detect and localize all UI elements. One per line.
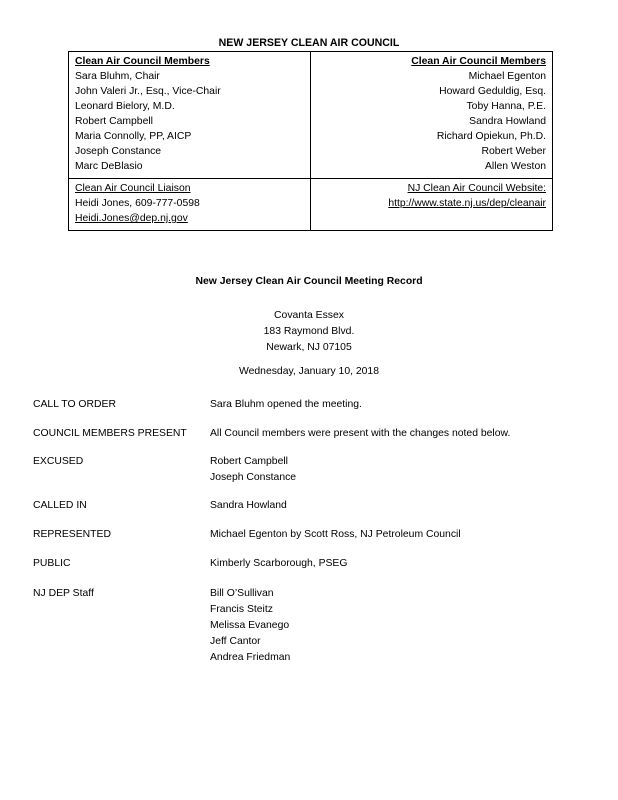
liaison-heading: Clean Air Council Liaison — [75, 183, 191, 194]
liaison-email-link[interactable]: Heidi.Jones@dep.nj.gov — [75, 213, 188, 224]
liaison-name-phone: Heidi Jones, 609-777-0598 — [75, 198, 200, 209]
liaison-row — [69, 179, 553, 231]
value-line: Sara Bluhm opened the meeting. — [210, 399, 362, 410]
row-label: PUBLIC — [33, 558, 71, 569]
location-line: 183 Raymond Blvd. — [263, 326, 355, 337]
liaison-cell — [69, 179, 311, 231]
row-label: REPRESENTED — [33, 529, 111, 540]
member-name: Joseph Constance — [75, 146, 162, 157]
member-name: Robert Weber — [481, 146, 546, 157]
value-line: Bill O’Sullivan — [210, 588, 274, 599]
members-row — [69, 52, 553, 179]
row-value — [210, 397, 362, 413]
row-value — [210, 498, 287, 514]
value-line: Sandra Howland — [210, 500, 287, 511]
value-line: Kimberly Scarborough, PSEG — [210, 558, 348, 569]
members-right-cell — [311, 52, 553, 179]
member-name: Allen Weston — [484, 161, 546, 172]
row-value — [210, 586, 290, 666]
member-name: Howard Geduldig, Esq. — [439, 86, 546, 97]
document-title: NEW JERSEY CLEAN AIR COUNCIL — [218, 37, 400, 49]
meeting-location — [0, 308, 618, 356]
row-label: COUNCIL MEMBERS PRESENT — [33, 428, 187, 439]
member-name: Michael Egenton — [468, 71, 546, 82]
row-value — [210, 426, 510, 442]
value-line: Francis Steitz — [210, 604, 273, 615]
location-line: Newark, NJ 07105 — [266, 342, 352, 353]
meeting-record-title: New Jersey Clean Air Council Meeting Record — [195, 276, 423, 287]
left-members-heading: Clean Air Council Members — [75, 56, 210, 67]
member-name: Sandra Howland — [469, 116, 546, 127]
council-members-table — [68, 51, 553, 231]
member-name: John Valeri Jr., Esq., Vice-Chair — [75, 86, 221, 97]
right-members-heading: Clean Air Council Members — [411, 56, 546, 67]
member-name: Leonard Bielory, M.D. — [75, 101, 175, 112]
row-label: NJ DEP Staff — [33, 588, 94, 599]
row-value — [210, 556, 347, 572]
value-line: Jeff Cantor — [210, 636, 261, 647]
location-line: Covanta Essex — [274, 310, 344, 321]
members-left-cell — [69, 52, 311, 179]
row-label: CALL TO ORDER — [33, 399, 116, 410]
value-line: All Council members were present with the changes noted below. — [210, 428, 511, 439]
website-heading: NJ Clean Air Council Website: — [407, 183, 546, 194]
meeting-date: Wednesday, January 10, 2018 — [239, 366, 379, 377]
member-name: Toby Hanna, P.E. — [466, 101, 546, 112]
member-name: Robert Campbell — [75, 116, 153, 127]
member-name: Richard Opiekun, Ph.D. — [436, 131, 546, 142]
value-line: Melissa Evanego — [210, 620, 290, 631]
row-value — [210, 454, 296, 486]
value-line: Robert Campbell — [210, 456, 288, 467]
website-cell — [311, 179, 553, 231]
member-name: Sara Bluhm, Chair — [75, 71, 160, 82]
row-value — [210, 527, 461, 543]
member-name: Maria Connolly, PP, AICP — [75, 131, 192, 142]
website-link[interactable]: http://www.state.nj.us/dep/cleanair — [388, 198, 546, 209]
value-line: Michael Egenton by Scott Ross, NJ Petroleum Council — [210, 529, 461, 540]
value-line: Andrea Friedman — [210, 652, 291, 663]
row-label: CALLED IN — [33, 500, 87, 511]
value-line: Joseph Constance — [210, 472, 297, 483]
member-name: Marc DeBlasio — [75, 161, 143, 172]
row-label: EXCUSED — [33, 456, 84, 467]
